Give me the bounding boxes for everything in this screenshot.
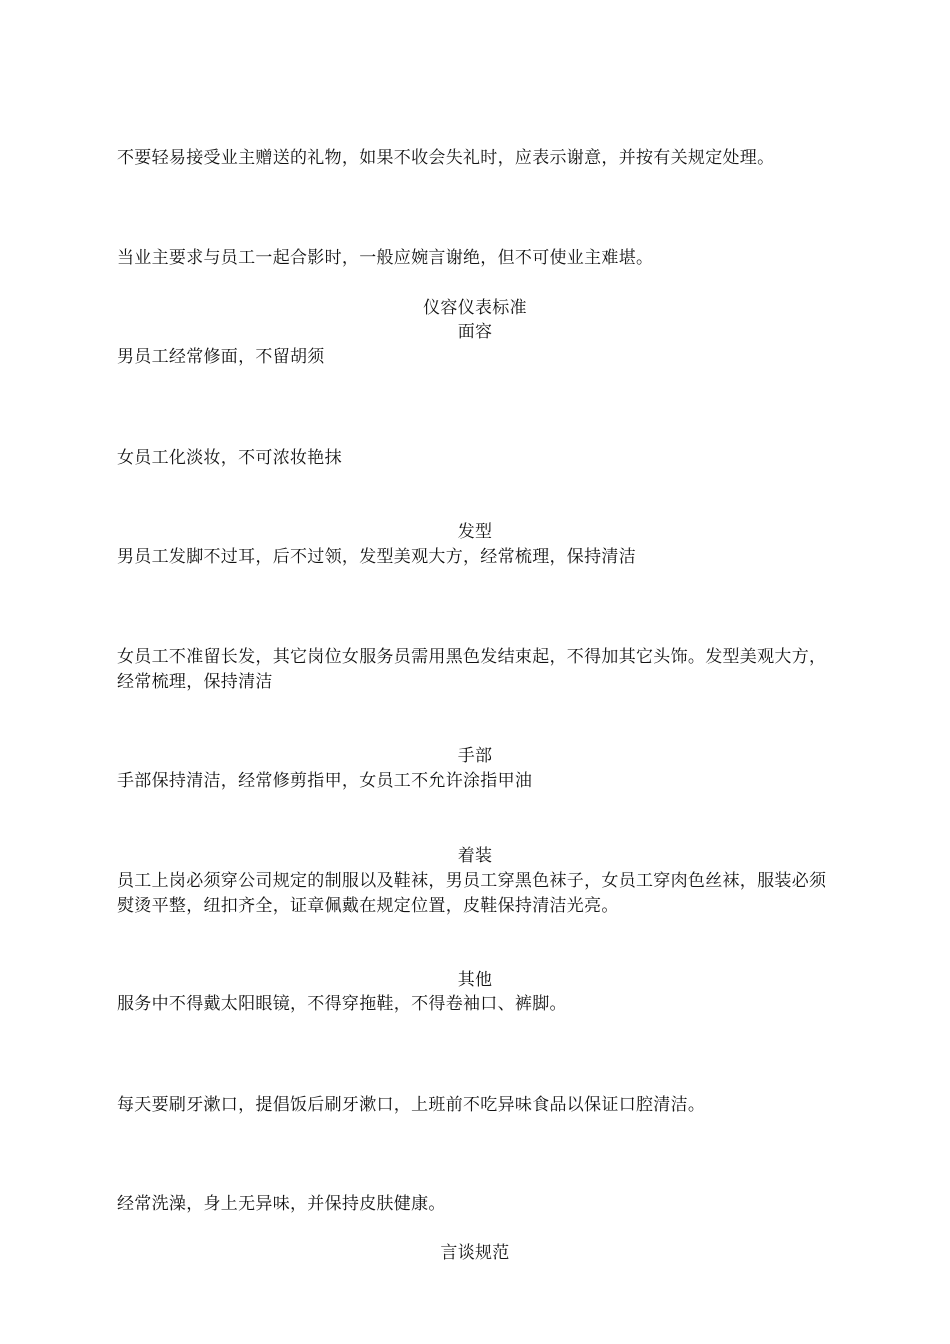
subheading-dress: 着装 (457, 846, 493, 866)
paragraph-gift-policy: 不要轻易接受业主赠送的礼物，如果不收会失礼时，应表示谢意，并按有关规定处理。 (117, 148, 775, 168)
subheading-face: 面容 (457, 322, 493, 342)
paragraph-dress: 员工上岗必须穿公司规定的制服以及鞋袜，男员工穿黑色袜子，女员工穿肉色丝袜，服装必须熨烫平整，纽扣齐全，证章佩戴在规定位置，皮鞋保持清洁光亮。 (117, 871, 827, 916)
subheading-hair: 发型 (457, 522, 493, 542)
paragraph-other-bath: 经常洗澡，身上无异味，并保持皮肤健康。 (117, 1194, 446, 1214)
paragraph-hands: 手部保持清洁，经常修剪指甲，女员工不允许涂指甲油 (117, 771, 533, 791)
paragraph-hair-female: 女员工不准留长发，其它岗位女服务员需用黑色发结束起，不得加其它头饰。发型美观大方，经常梳理，保持清洁 (117, 647, 827, 692)
paragraph-other-teeth: 每天要刷牙漱口，提倡饭后刷牙漱口，上班前不吃异味食品以保证口腔清洁。 (117, 1095, 706, 1115)
paragraph-hair-male: 男员工发脚不过耳，后不过领，发型美观大方，经常梳理，保持清洁 (117, 547, 636, 567)
paragraph-photo-policy: 当业主要求与员工一起合影时，一般应婉言谢绝，但不可使业主难堪。 (117, 248, 654, 268)
subheading-hands: 手部 (457, 746, 493, 766)
section-heading-speech: 言谈规范 (440, 1243, 510, 1263)
paragraph-face-female: 女员工化淡妆，不可浓妆艳抹 (117, 448, 342, 468)
subheading-other: 其他 (457, 970, 493, 990)
paragraph-other-sunglasses: 服务中不得戴太阳眼镜，不得穿拖鞋，不得卷袖口、裤脚。 (117, 994, 567, 1014)
paragraph-face-male: 男员工经常修面，不留胡须 (117, 347, 325, 367)
section-heading-appearance: 仪容仪表标准 (423, 298, 527, 318)
